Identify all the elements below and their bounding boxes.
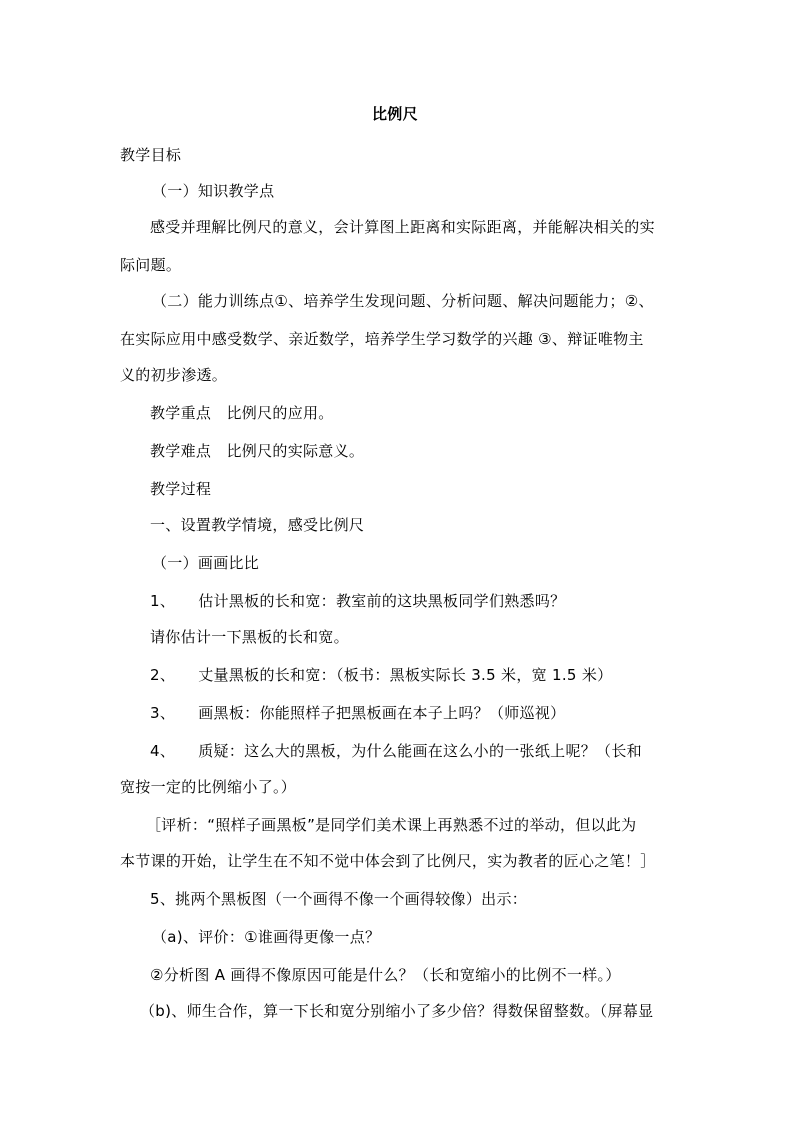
paragraph-line: （二）能力训练点①、培养学生发现问题、分析问题、解决问题能力；②、 xyxy=(152,292,654,310)
list-item: 4、 质疑：这么大的黑板，为什么能画在这么小的一张纸上呢？（长和 xyxy=(150,742,642,760)
sub-item: （b)、师生合作，算一下长和宽分别缩小了多少倍？得数保留整数。（屏幕显 xyxy=(140,1002,654,1020)
key-point-line: 教学重点 比例尺的应用。 xyxy=(150,404,334,422)
commentary-line: ［评析：“照样子画黑板”是同学们美术课上再熟悉不过的举动，但以此为 xyxy=(146,816,637,834)
heading-teaching-process: 教学过程 xyxy=(150,480,212,498)
paragraph-line: 在实际应用中感受数学、亲近数学，培养学生学习数学的兴趣 ③、辩证唯物主 xyxy=(120,330,644,348)
sub-item: （a)、评价：①谁画得更像一点？ xyxy=(152,928,381,946)
paragraph-line: 宽按一定的比例缩小了。） xyxy=(120,778,297,796)
sub-item: ②分析图 A 画得不像原因可能是什么？（长和宽缩小的比例不一样。） xyxy=(150,966,621,984)
paragraph-line: 义的初步渗透。 xyxy=(120,366,228,384)
list-item: 1、 估计黑板的长和宽：教室前的这块黑板同学们熟悉吗？ xyxy=(150,592,566,610)
commentary-line: 本节课的开始，让学生在不知不觉中体会到了比例尺，实为教者的匠心之笔！］ xyxy=(120,852,656,870)
paragraph-line: 请你估计一下黑板的长和宽。 xyxy=(150,628,349,646)
paragraph-line: 际问题。 xyxy=(120,256,182,274)
doc-title: 比例尺 xyxy=(372,105,418,123)
paragraph-line: 感受并理解比例尺的意义，会计算图上距离和实际距离，并能解决相关的实 xyxy=(150,218,655,236)
list-item: 5、挑两个黑板图（一个画得不像一个画得较像）出示： xyxy=(150,890,528,908)
heading-teaching-goals: 教学目标 xyxy=(120,146,182,164)
subheading-knowledge: （一）知识教学点 xyxy=(152,182,275,200)
subsection-heading: （一）画画比比 xyxy=(152,554,260,572)
list-item: 2、 丈量黑板的长和宽：（板书：黑板实际长 3.5 米，宽 1.5 米） xyxy=(150,666,613,684)
difficult-point-line: 教学难点 比例尺的实际意义。 xyxy=(150,442,365,460)
section-heading: 一、设置教学情境，感受比例尺 xyxy=(150,516,365,534)
list-item: 3、 画黑板：你能照样子把黑板画在本子上吗？（师巡视） xyxy=(150,704,566,722)
